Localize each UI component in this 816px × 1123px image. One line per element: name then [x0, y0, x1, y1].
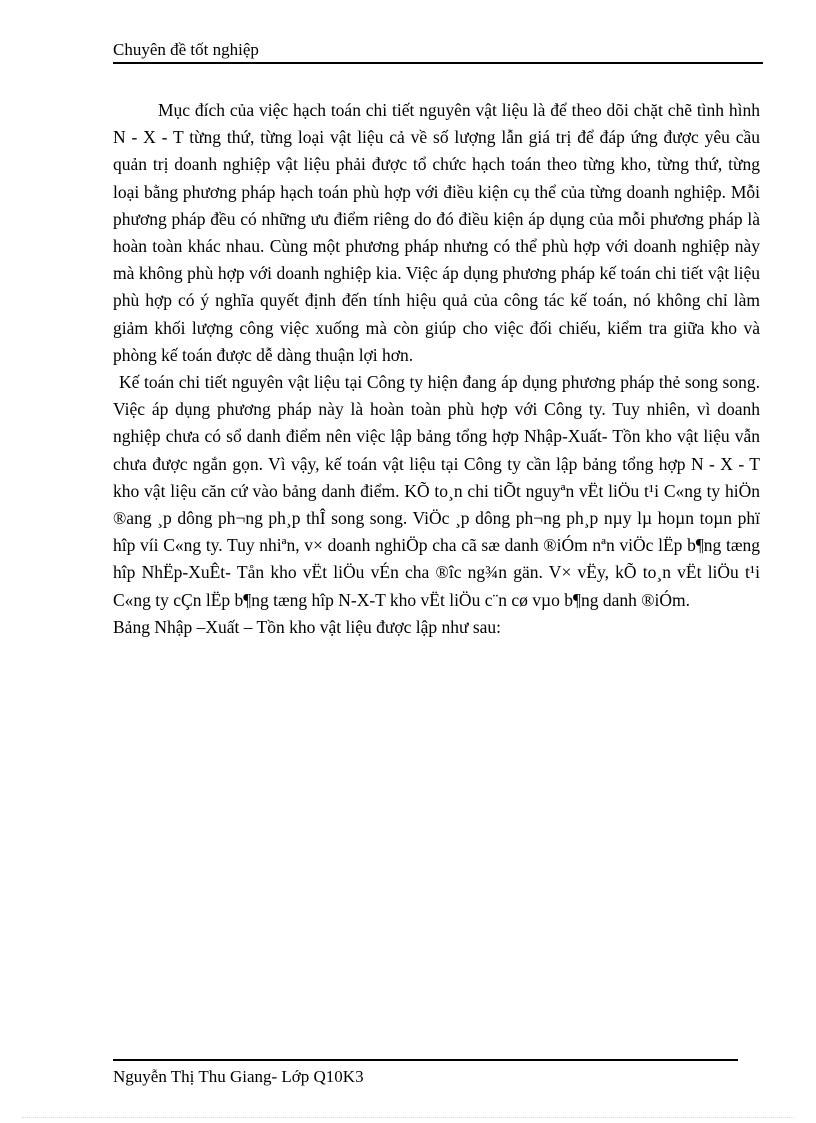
page-bottom-edge [22, 1117, 794, 1118]
header-divider [113, 62, 763, 64]
body-paragraph: Kế toán chi tiết nguyên vật liệu tại Công ty hiện đang áp dụng phương pháp thẻ song song. Việc áp dụng phương pháp này là hoàn toàn phù hợp với Công ty. Tuy nhiên, vì doanh nghiệp chưa có sổ danh điểm nên việc lập bảng tổng hợp Nhập-Xuất- Tồn kho vật liệu vẫn chưa được ngắn gọn. Vì vậy, kế toán vật liệu tại Công ty cần lập bảng tổng hợp N - X - T kho vật liệu căn cứ vào bảng danh điểm. KÕ to¸n chi tiÕt nguyªn vËt liÖu t¹i C«ng ty hiÖn ®ang ¸p dông ph¬ng ph¸p thÎ song song. ViÖc ¸p dông ph¬ng ph¸p nµy lµ hoµn toµn phï hîp víi C«ng ty. Tuy nhiªn, v× doanh nghiÖp cha cã sæ danh ®iÓm nªn viÖc lËp b¶ng tæng hîp NhËp-XuÊt- Tån kho vËt liÖu vÉn cha ®îc ng¾n gän. V× vËy, kÕ to¸n vËt liÖu t¹i C«ng ty cÇn lËp b¶ng tæng hîp N-X-T kho vËt liÖu c¨n cø vµo b¶ng danh ®iÓm. [113, 372, 760, 610]
document-body [113, 97, 760, 641]
body-paragraph: Mục đích của việc hạch toán chi tiết nguyên vật liệu là để theo dõi chặt chẽ tình hình N - X - T từng thứ, từng loại vật liệu cả về số lượng lẫn giá trị để đáp ứng được yêu cầu quản trị doanh nghiệp vật liệu phải được tổ chức hạch toán theo từng kho, từng thứ, từng loại bằng phương pháp hạch toán phù hợp với điều kiện cụ thể của từng doanh nghiệp. Mỗi phương pháp đều có những ưu điểm riêng do đó điều kiện áp dụng của mỗi phương pháp là hoàn toàn khác nhau. Cùng một phương pháp nhưng có thể phù hợp với doanh nghiệp này mà không phù hợp với doanh nghiệp kia. Việc áp dụng phương pháp kế toán chi tiết vật liệu phù hợp có ý nghĩa quyết định đến tính hiệu quả của công tác kế toán, nó không chỉ làm giảm khối lượng công việc xuống mà còn giúp cho việc đối chiếu, kiểm tra giữa kho và phòng kế toán được dễ dàng thuận lợi hơn. [113, 100, 760, 365]
page-footer-author: Nguyễn Thị Thu Giang- Lớp Q10K3 [113, 1067, 364, 1086]
body-paragraph: Bảng Nhập –Xuất – Tồn kho vật liệu được lập như sau: [113, 616, 502, 637]
page-header-title: Chuyên đề tốt nghiệp [113, 40, 259, 59]
footer-divider [113, 1059, 738, 1061]
